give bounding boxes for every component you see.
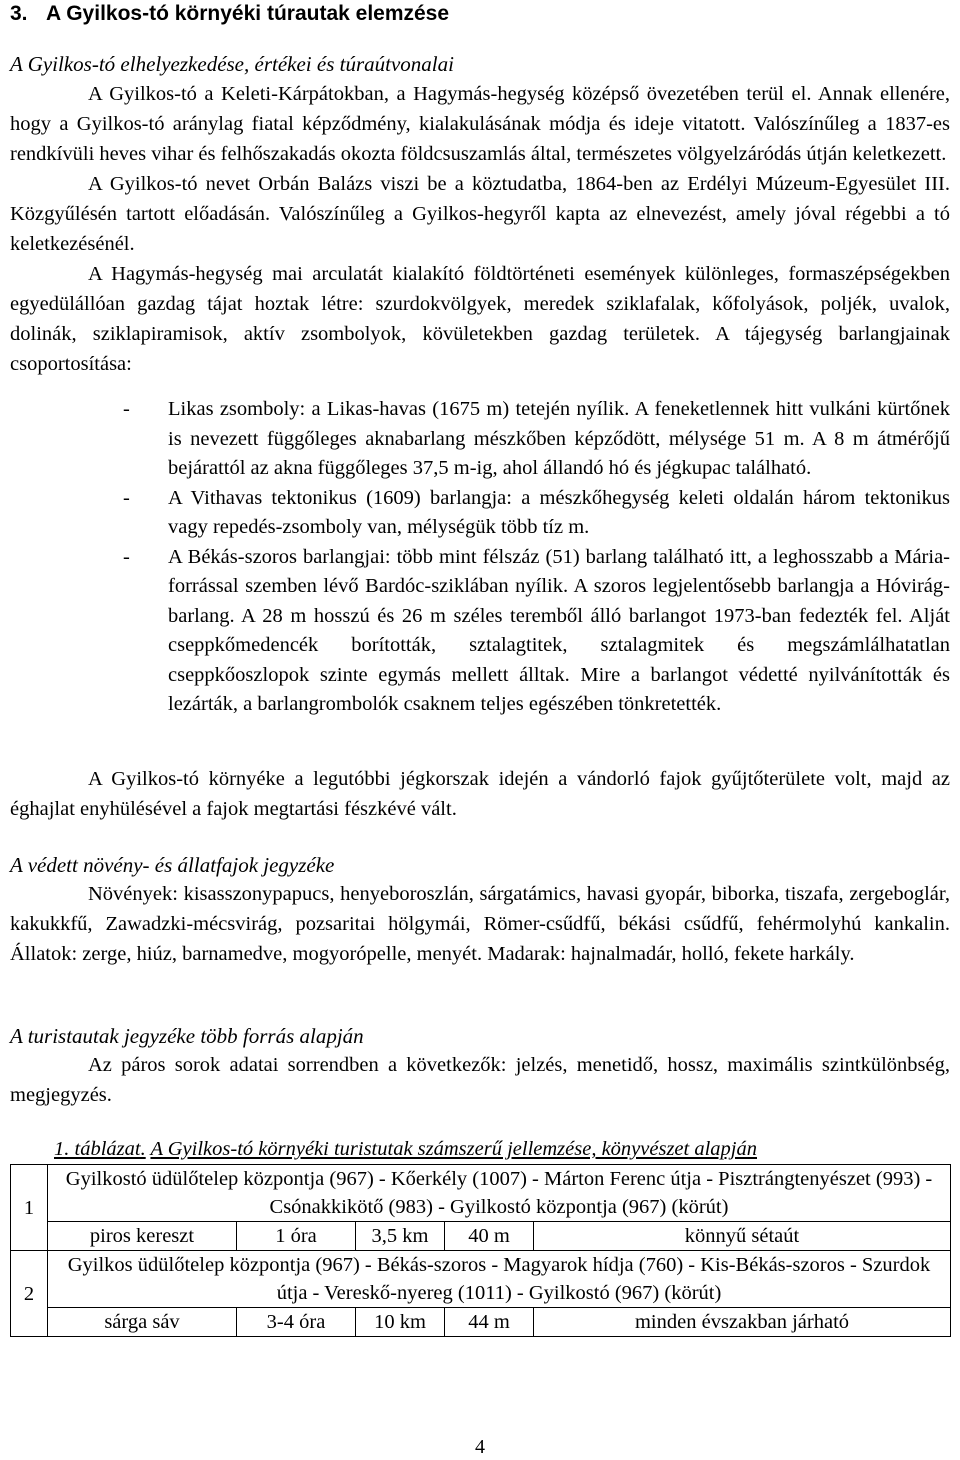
route-length: 3,5 km — [356, 1222, 445, 1251]
table-caption-label: 1. táblázat. — [54, 1138, 146, 1160]
route-sign: sárga sáv — [48, 1308, 237, 1337]
table-row — [11, 1165, 951, 1222]
trails-table — [10, 1164, 951, 1337]
table-caption — [54, 1138, 757, 1161]
route-time: 3-4 óra — [237, 1308, 356, 1337]
route-note: könnyű sétaút — [534, 1222, 951, 1251]
list-item — [10, 395, 950, 484]
route-time: 1 óra — [237, 1222, 356, 1251]
paragraph-protected-species: Növények: kisasszonypapucs, henyeboroszlán, sárgatámics, havasi gyopár, biborka, tiszafa, zergeboglár, kakukkfű, Zawadzki-mécsvirág, pozsaritai hölgymái, Römer-csűdfű, békási csűdfű, fehérmolyhú kankalin. Állatok: zerge, hiúz, barnamedve, mogyorópelle, menyét. Madarak: hajnalmadár, holló, fekete harkály. — [10, 883, 950, 965]
table-row — [11, 1251, 951, 1308]
protected-species-block — [10, 879, 950, 969]
subsection-title-trails: A turistautak jegyzéke több forrás alapján — [10, 1024, 364, 1048]
paragraph-name-origin: A Gyilkos-tó nevet Orbán Balázs viszi be a köztudatba, 1864-ben az Erdélyi Múzeum-Egyesület III. Közgyűlésén tartott előadásán. Valószínűleg a Gyilkos-hegyről kapta az elnevezést, amely jóval régebbi a tó keletkezésénél. — [10, 173, 950, 255]
list-dash: - — [123, 398, 130, 420]
paragraph-ice-age-block — [10, 764, 950, 824]
paragraph-location: A Gyilkos-tó a Keleti-Kárpátokban, a Hagymás-hegység középső övezetében terül el. Annak ellenére, hogy a Gyilkos-tó aránylag fiatal képződmény, kialakulásának módja és ideje vitatott. Valószínűleg a 1837-es rendkívüli heves vihar és felhőszakadás okozta földcsuszamlás által, természetes völgyelzáródás útján keletkezett. — [10, 83, 950, 165]
section-number: 3. — [10, 2, 28, 25]
route-description: Gyilkostó üdülőtelep központja (967) - Kőerkély (1007) - Márton Ferenc útja - Pisztrángtenyészet (993) - Csónakkikötő (983) - Gyilkostó központja (967) (körút) — [48, 1165, 951, 1222]
route-note: minden évszakban járható — [534, 1308, 951, 1337]
page-number: 4 — [475, 1436, 485, 1458]
section-heading — [10, 2, 449, 26]
list-dash: - — [123, 486, 130, 509]
table-row — [11, 1222, 951, 1251]
list-item — [10, 484, 950, 543]
route-elevation: 40 m — [445, 1222, 534, 1251]
list-item-text: A Békás-szoros barlangjai: több mint félszáz (51) barlang található itt, a leghosszabb a Mária-forrással szemben lévő Bardóc-sziklában nyílik. A szoros legjelentősebb barlangja a Hóvirág-barlang. A 28 m hosszú és 26 m széles teremből álló barlangot 1973-ban fedezték fel. Alját cseppkőmedencék borították, sztalagtitek, sztalagmitek és megszámlálhatatlan cseppkőoszlopok szinte egymás mellett álltak. Mire a barlangot védetté nyilvánították és lezárták, a barlangrombolók csaknem teljes egészében tönkretették. — [168, 545, 950, 715]
list-dash: - — [123, 545, 130, 568]
route-sign: piros kereszt — [48, 1222, 237, 1251]
route-description: Gyilkos üdülőtelep központja (967) - Békás-szoros - Magyarok hídja (760) - Kis-Békás-szoros - Szurdok útja - Vereskő-nyereg (1011) - Gyilkostó (967) (körút) — [48, 1251, 951, 1308]
paragraph-trails-intro: Az páros sorok adatai sorrendben a következők: jelzés, menetidő, hossz, maximális szintkülönbség, megjegyzés. — [10, 1054, 950, 1106]
intro-paragraphs — [10, 79, 950, 379]
section-title: A Gyilkos-tó környéki túrautak elemzése — [46, 2, 450, 25]
route-elevation: 44 m — [445, 1308, 534, 1337]
paragraph-ice-age: A Gyilkos-tó környéke a legutóbbi jégkorszak idején a vándorló fajok gyűjtőterülete volt, majd az éghajlat enyhülésével a fajok megtartási fészkévé vált. — [10, 768, 950, 820]
list-item-text: Likas zsomboly: a Likas-havas (1675 m) tetején nyílik. A feneketlennek hitt vulkáni kürtőnek is nevezett függőleges aknabarlang mészkőben képződött, mélysége 51 m. A 8 m átmérőjű bejárattól az akna függőleges 37,5 m-ig, ahol állandó hó és jégkupac található. — [168, 398, 950, 479]
table-caption-text: A Gyilkos-tó környéki turistutak számszerű jellemzése, könyvészet alapján — [150, 1138, 757, 1160]
list-item — [10, 543, 950, 720]
table-row — [11, 1308, 951, 1337]
route-index: 1 — [11, 1165, 48, 1251]
list-item-text: A Vithavas tektonikus (1609) barlangja: a mészkőhegység keleti oldalán három tektonikus vagy repedés-zsomboly van, mélységük több tíz m. — [168, 486, 950, 538]
subsection-title-location: A Gyilkos-tó elhelyezkedése, értékei és túraútvonalai — [10, 52, 454, 76]
trails-intro-block — [10, 1050, 950, 1110]
route-index: 2 — [11, 1251, 48, 1337]
route-length: 10 km — [356, 1308, 445, 1337]
cave-list — [10, 395, 950, 720]
subsection-title-protected-species: A védett növény- és állatfajok jegyzéke — [10, 853, 335, 877]
paragraph-geology: A Hagymás-hegység mai arculatát kialakító földtörténeti események különleges, formaszépségekben egyedülállóan gazdag tájat hoztak létre: szurdokvölgyek, meredek sziklafalak, kőfolyások, poljék, uvalok, dolinák, sziklapiramisok, aktív zsombolyok, kövületekben gazdag területek. A tájegység barlangjainak csoportosítása: — [10, 263, 950, 375]
